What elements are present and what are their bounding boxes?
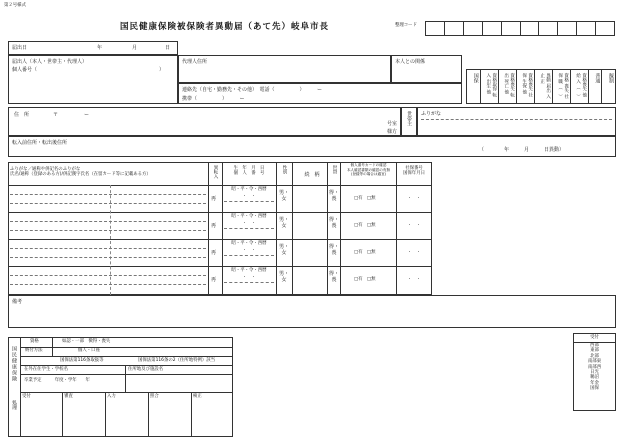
office-row2-label: 納付方法	[25, 348, 43, 353]
householder-label-box	[401, 107, 417, 136]
furigana-label: ふりがな	[421, 111, 442, 117]
row-status: 得・喪	[328, 190, 339, 202]
office-row5: 卒業予定 年度・学年 年	[24, 378, 90, 383]
row-birth-era: 昭・平・令・西暦	[231, 214, 267, 219]
agent-address-label: 代理人住所	[182, 59, 208, 65]
receipt-code-label: 整理コード	[395, 23, 417, 28]
row-sex: 男・女	[278, 217, 289, 229]
agent-address-field[interactable]	[178, 55, 391, 83]
stamp-receipt[interactable]: 受付	[22, 394, 31, 399]
address-field[interactable]	[8, 107, 401, 136]
insurance-column	[396, 162, 432, 295]
row-card-check[interactable]: □有 □無	[354, 277, 376, 282]
room-suffix: 様方	[387, 129, 398, 135]
notify-date-field[interactable]	[8, 41, 178, 55]
notify-date-label: 届出日	[12, 45, 28, 51]
acceptance-item[interactable]: 南部東	[587, 359, 602, 365]
stamp-review[interactable]: 審査	[64, 394, 73, 399]
acceptance-box	[573, 333, 616, 411]
moving-address-field[interactable]	[8, 136, 616, 157]
office-process-label: 処理	[11, 400, 17, 410]
office-vertical-label: 国民健康保険	[11, 346, 17, 382]
acceptance-item[interactable]: 西部	[590, 343, 599, 348]
col-header-era: 世帯	[332, 165, 337, 174]
individual-no-label: 個人番号（	[12, 67, 38, 73]
side-box-7[interactable]: 普通	[589, 70, 603, 103]
side-box-8[interactable]: 擬制	[608, 73, 615, 83]
row-birth-era: 昭・平・令・西暦	[231, 241, 267, 246]
acceptance-item[interactable]: 東部	[590, 348, 599, 354]
postal-dash: ー	[84, 112, 90, 118]
contact-label: 連絡先（自宅・勤務先・その他） 電話（ ） ー	[182, 87, 323, 93]
col-header-transfer: 異転入	[213, 165, 218, 179]
postal-label: 〒	[53, 112, 59, 118]
side-box-0[interactable]: 国保	[467, 70, 481, 103]
side-box-4[interactable]: 異動 届出 入 止 正	[535, 70, 553, 103]
householder-name-field[interactable]	[417, 107, 616, 136]
acceptance-item[interactable]: 日光	[590, 370, 599, 376]
acceptance-item[interactable]: 北部	[590, 353, 599, 359]
row-sex: 男・女	[278, 190, 289, 202]
side-box-3[interactable]: 資格喪失 社保 生保 他	[517, 70, 535, 103]
notifier-label: 届出人（本人・世帯主・代理人）	[12, 59, 88, 65]
row-transfer: 再	[211, 277, 217, 283]
row-birth-dots: ・ ・	[242, 275, 256, 280]
row-transfer: 再	[211, 223, 217, 229]
mobile-label: 携帯（ ） ー	[182, 96, 245, 102]
row-birth-dots: ・ ・	[242, 194, 256, 199]
form-number: 第２号様式	[4, 3, 26, 8]
acceptance-item[interactable]: 年金	[590, 380, 599, 386]
stamp-input[interactable]: 入力	[107, 394, 116, 399]
form-title: 国民健康保険被保険者異動届（あて先）岐阜市長	[120, 22, 330, 32]
row-sex: 男・女	[278, 244, 289, 256]
side-box-6[interactable]: 資格喪失 他 給 入 （ ）	[571, 70, 589, 103]
remarks-field[interactable]	[8, 295, 616, 328]
acceptance-item[interactable]: 南部西	[587, 364, 602, 370]
row-sex: 男・女	[278, 271, 289, 283]
day-label: 日	[165, 45, 171, 51]
side-box-2[interactable]: 資格喪失 転出 死亡 他	[499, 70, 517, 103]
office-row1-value: 如認・一部 徴得・喪失	[62, 339, 111, 344]
contact-field[interactable]	[178, 83, 462, 104]
address-label: 住 所	[14, 112, 30, 118]
row-transfer: 再	[211, 250, 217, 256]
acceptance-item[interactable]: 鵜沼	[590, 375, 599, 381]
side-box-5[interactable]: 資格 喪失 社保 職 （ ）	[553, 70, 571, 103]
col-header-card: 個人番号カードの確認 本人確認書類の確認の有無 (登録等の場合は適宜)	[346, 163, 391, 177]
relation-field[interactable]	[391, 55, 462, 83]
office-row1-label: 資格	[30, 339, 39, 344]
row-status: 得・喪	[328, 271, 339, 283]
stamp-verify[interactable]: 照合	[150, 394, 159, 399]
office-row3: 国保法第116条取扱等	[60, 358, 104, 363]
stamp-check[interactable]: 検正	[193, 394, 202, 399]
relation-label: 本人との関係	[395, 59, 426, 65]
side-box-1[interactable]: 資格取得 転入 出生 他	[481, 70, 499, 103]
acceptance-item[interactable]: 国保	[590, 386, 599, 392]
acceptance-title: 受付	[574, 334, 615, 343]
col-header-relation: 続 柄	[304, 172, 320, 178]
row-insurance-date: ・ ・	[407, 196, 421, 201]
year-label: 年	[97, 45, 103, 51]
row-transfer: 再	[211, 196, 217, 202]
col-header-insurance: 社保番号 国保年月日	[403, 166, 425, 177]
room-label: 号室	[387, 121, 398, 127]
side-status-boxes	[466, 69, 616, 104]
col-header-name: ふりがな／通称や併記名のふりがな 氏名/通称（登録のある方)/併記漢字氏名（在留カード等に記載ある方）	[10, 167, 151, 178]
office-row2-value: 個人・口座	[78, 348, 100, 353]
remarks-label: 備考	[12, 299, 23, 305]
moving-address-label: 転入前住所・転出後住所	[12, 140, 68, 146]
row-birth-dots: ・ ・	[242, 248, 256, 253]
row-birth-era: 昭・平・令・西暦	[231, 187, 267, 192]
row-card-check[interactable]: □有 □無	[354, 223, 376, 228]
row-birth-era: 昭・平・令・西暦	[231, 268, 267, 273]
individual-no-close: ）	[159, 67, 165, 73]
col-header-birth: 生 年 月 日 個 人 番 号	[233, 166, 265, 177]
month-label: 月	[132, 45, 138, 51]
row-card-check[interactable]: □有 □無	[354, 250, 376, 255]
row-status: 得・喪	[328, 217, 339, 229]
row-card-check[interactable]: □有 □無	[354, 196, 376, 201]
receipt-code-boxes[interactable]	[425, 21, 615, 36]
office-row3b: 国保法第116条の2（住所地特例）該当	[138, 358, 216, 363]
notifier-field[interactable]	[8, 55, 178, 104]
office-row4: 在外在住学生・学校名	[24, 367, 68, 372]
row-insurance-date: ・ ・	[407, 277, 421, 282]
row-insurance-date: ・ ・	[407, 223, 421, 228]
row-status: 得・喪	[328, 244, 339, 256]
col-header-sex: 性別	[282, 165, 287, 174]
row-insurance-date: ・ ・	[407, 250, 421, 255]
office-row4b: 住所地及び施設名	[128, 367, 164, 372]
moving-date: （ 年 月 日異動）	[479, 147, 565, 153]
householder-label: 世帯主	[406, 111, 412, 126]
row-birth-dots: ・ ・	[242, 221, 256, 226]
